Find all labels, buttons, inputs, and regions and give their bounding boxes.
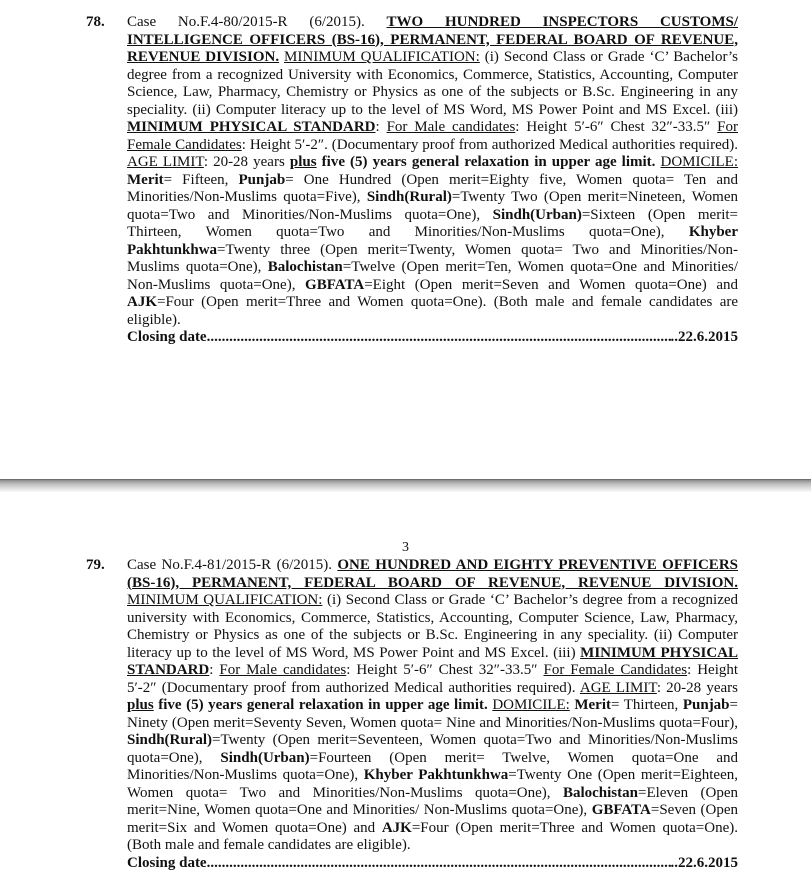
age-limit-label: AGE LIMIT [579,679,657,696]
post-title: ONE HUNDRED AND EIGHTY PREVENTIVE OFFICERS (BS-16), PERMANENT, FEDERAL BOARD OF REVENUE, REVENUE DIVISION. [127,557,738,591]
sindh-rural-text: =Twenty Two (Open merit=Nineteen, Women quota=Two and Minorities/Non-Muslims quota=One), [127,189,738,223]
min-qualification-text: (i) Second Class or Grade ‘C’ Bachelor’s degree from a recognized university with Economics, Commerce, Statistics, Accounting, Computer Science, Law, Pharmacy, Chemistry or Physics as one of the subjects or B.Sc. Engineering in any speciality. (ii) Computer literacy up to the level of MS Word, MS Power Point and MS Excel. (iii) [127,592,739,661]
min-qualification-label: MINIMUM QUALIFICATION: [127,592,323,608]
kp-text: =Twenty One (Open merit=Eighteen, Women quota= Two and Minorities/Non-Muslims quota=One), [127,767,738,801]
age-relaxation: five (5) years general relaxation in upper age limit. [158,697,488,713]
closing-date-line [127,329,738,347]
sindh-urban-label: Sindh(Urban) [220,749,310,766]
kp-text: =Twenty three (Open merit=Twenty, Women quota= Two and Minorities/Non-Muslims quota=One), [127,241,738,275]
balochistan-label: Balochistan [562,784,638,801]
female-candidates-label: For Female Candidates [543,662,688,678]
gbfata-text: =Eight (Open merit=Seven and Women quota=One) and [364,276,739,293]
sindh-rural-label: Sindh(Rural) [127,732,213,748]
entry-number: 79. [86,557,105,573]
page-break-separator [0,479,811,493]
merit-text: = Thirteen, [611,697,679,713]
balochistan-label: Balochistan [267,259,343,275]
case-number: Case No.F.4-80/2015-R (6/2015). [127,14,365,30]
page-number: 3 [402,540,409,555]
male-candidates-text: Height 5′-6″ Chest 32″-33.5″ [356,662,538,678]
entry-number: 78. [86,14,105,30]
advertisement-entry: Case No.F.4-80/2015-R (6/2015). TWO HUNDRED INSPECTORS CUSTOMS/ INTELLIGENCE OFFICERS (BS-16), PERMANENT, FEDERAL BOARD OF REVENUE, REVENUE DIVISION. MINIMUM QUALIFICATION: (i) Second Class or Grade ‘C’ Bachelor’s degree from a recognized University with Economics, Commerce, Statistics, Accounting, Computer Science, Law, Pharmacy, Chemistry or Physics as one of the subjects or B.Sc. Engineering in any speciality. (ii) Computer literacy up to the level of MS Word, MS Power Point and MS Excel. (iii) MINIMUM PHYSICAL STANDARD: For Male candidates: Height 5′-6″ Chest 32″-33.5″ For Female Candidates: Height 5′-2″. (Documentary proof from authorized Medical authorities required). AGE LIMIT: 20-28 years plus five (5) years general relaxation in upper age limit. DOMICILE: Merit= Fifteen, Punjab= One Hundred (Open merit=Eighty five, Women quota= Ten and Minorities/Non-Muslims quota=Five), Sindh(Rural)=Twenty Two (Open merit=Nineteen, Women quota=Two and Minorities/Non-Muslims quota=One), Sindh(Urban)=Sixteen (Open merit= Thirteen, Women quota=Two and Minorities/Non-Muslims quota=One), Khyber Pakhtunkhwa=Twenty three (Open merit=Twenty, Women quota= Two and Minorities/Non-Muslims quota=One), Balochistan=Twelve (Open merit=Ten, Women quota=One and Minorities/ Non-Muslims quota=One), GBFATA=Eight (Open merit=Seven and Women quota=One) and AJK=Four (Open merit=Three and Women quota=One). (Both male and female candidates are eligible). Closing date ..... ..22.6.2015 [127,14,738,347]
domicile-label: DOMICILE: [660,154,738,170]
male-candidates-label: For Male candidates [386,119,516,135]
gbfata-label: GBFATA [591,802,651,818]
punjab-text: = Ninety (Open merit=Seventy Seven, Women quota= Nine and Minorities/Non-Muslims quota=Four), [127,697,738,731]
male-candidates-text: Height 5′-6″ Chest 32″-33.5″ [526,119,711,135]
min-qualification-label: MINIMUM QUALIFICATION: [284,49,480,65]
post-title: TWO HUNDRED INSPECTORS CUSTOMS/ INTELLIGENCE OFFICERS (BS-16), PERMANENT, FEDERAL BOARD OF REVENUE, REVENUE DIVISION. [127,14,739,65]
physical-standard-label: MINIMUM PHYSICAL STANDARD [127,644,739,678]
balochistan-text: =Eleven (Open merit=Nine, Women quota=One and Minorities/ Non-Muslims quota=One), [127,784,738,818]
ajk-label: AJK [127,294,157,310]
closing-date-leader [207,329,671,347]
closing-date-label: Closing date [127,329,207,345]
age-limit-text: 20-28 years [666,679,738,696]
advertisement-entry: Case No.F.4-81/2015-R (6/2015). ONE HUNDRED AND EIGHTY PREVENTIVE OFFICERS (BS-16), PERMANENT, FEDERAL BOARD OF REVENUE, REVENUE DIVISION. MINIMUM QUALIFICATION: (i) Second Class or Grade ‘C’ Bachelor’s degree from a recognized university with Economics, Commerce, Statistics, Accounting, Computer Science, Law, Pharmacy, Chemistry or Physics as one of the subjects or B.Sc. Engineering in any speciality. (ii) Computer literacy up to the level of MS Word, MS Power Point and MS Excel. (iii) MINIMUM PHYSICAL STANDARD: For Male candidates: Height 5′-6″ Chest 32″-33.5″ For Female Candidates: Height 5′-2″ (Documentary proof from authorized Medical authorities required). AGE LIMIT: 20-28 years plus five (5) years general relaxation in upper age limit. DOMICILE: Merit= Thirteen, Punjab= Ninety (Open merit=Seventy Seven, Women quota= Nine and Minorities/Non-Muslims quota=Four), Sindh(Rural)=Twenty (Open merit=Seventeen, Women quota=Two and Minorities/Non-Muslims quota=One), Sindh(Urban)=Fourteen (Open merit= Twelve, Women quota=One and Minorities/Non-Muslims quota=One), Khyber Pakhtunkhwa=Twenty One (Open merit=Eighteen, Women quota= Two and Minorities/Non-Muslims quota=One), Balochistan=Eleven (Open merit=Nine, Women quota=One and Minorities/ Non-Muslims quota=One), GBFATA=Seven (Open merit=Six and Women quota=One) and AJK=Four (Open merit=Three and Women quota=One). (Both male and female candidates are eligible). Closing date ..... ..22.6.2015 [127,557,738,872]
age-relaxation: five (5) years general relaxation in upper age limit. [321,154,656,170]
punjab-text: = One Hundred (Open merit=Eighty five, Women quota= Ten and Minorities/Non-Muslims quota=Five), [127,171,739,205]
closing-date-value: ..22.6.2015 [670,329,738,345]
sindh-urban-text: =Sixteen (Open merit= Thirteen, Women quota=Two and Minorities/Non-Muslims quota=One), [127,206,739,240]
closing-date-value: ..22.6.2015 [670,854,738,871]
age-plus: plus [127,697,154,713]
age-limit-label: AGE LIMIT [127,154,204,170]
balochistan-text: =Twelve (Open merit=Ten, Women quota=One and Minorities/ Non-Muslims quota=One), [127,259,738,293]
merit-text: = Fifteen, [163,171,229,188]
punjab-label: Punjab [682,697,730,713]
female-candidates-text: Height 5′-2″. (Documentary proof from authorized Medical authorities required). [249,136,738,153]
ajk-label: AJK [381,819,412,836]
min-qualification-text: (i) Second Class or Grade ‘C’ Bachelor’s degree from a recognized University with Economics, Commerce, Statistics, Accounting, Computer Science, Law, Pharmacy, Chemistry or Physics as one of the subjects or B.Sc. Engineering in any speciality. (ii) Computer literacy up to the level of MS Word, MS Power Point and MS Excel. (iii) [127,49,739,118]
female-candidates-label: For Female Candidates [127,119,739,153]
domicile-label: DOMICILE: [492,697,570,713]
sindh-rural-text: =Twenty (Open merit=Seventeen, Women quota=Two and Minorities/Non-Muslims quota=One), [127,732,738,766]
ajk-text: =Four (Open merit=Three and Women quota=One). (Both male and female candidates are eligible). [127,294,738,328]
gbfata-label: GBFATA [305,276,365,293]
closing-date-label: Closing date [127,854,207,871]
kp-label: Khyber Pakhtunkhwa [363,767,509,783]
physical-standard-label: MINIMUM PHYSICAL STANDARD [127,119,376,135]
female-candidates-text: Height 5′-2″ (Documentary proof from authorized Medical authorities required). [127,662,739,696]
male-candidates-label: For Male candidates [219,662,347,678]
closing-date-line [127,855,738,873]
age-plus: plus [289,154,317,170]
sindh-urban-label: Sindh(Urban) [492,206,582,223]
sindh-rural-label: Sindh(Rural) [366,189,452,205]
age-limit-text: 20-28 years [213,154,285,170]
ajk-text: =Four (Open merit=Three and Women quota=One). (Both male and female candidates are eligible). [127,819,739,853]
punjab-label: Punjab [238,171,286,188]
merit-label: Merit [574,697,611,713]
merit-label: Merit [127,171,164,188]
kp-label: Khyber Pakhtunkhwa [127,224,738,258]
gbfata-text: =Seven (Open merit=Six and Women quota=One) and [127,802,739,836]
closing-date-leader [207,855,671,873]
sindh-urban-text: =Fourteen (Open merit= Twelve, Women quota=One and Minorities/Non-Muslims quota=One), [127,749,739,783]
case-number: Case No.F.4-81/2015-R (6/2015). [127,557,332,573]
